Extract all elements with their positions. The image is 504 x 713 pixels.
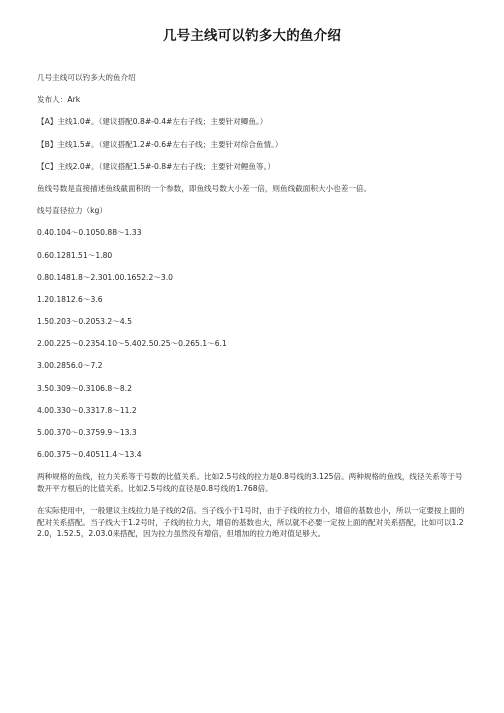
paragraph-spec-row: 0.40.104～0.1050.88～1.33 xyxy=(37,228,142,238)
paragraph-option-a: 【A】主线1.0#。（建议搭配0.8#-0.4#左右子线；主要针对鲫鱼。） xyxy=(37,117,268,127)
paragraph-spec-row: 0.80.1481.8～2.301.00.1652.2～3.0 xyxy=(37,272,173,282)
paragraph-option-b: 【B】主线1.5#。（建议搭配1.2#-0.6#左右子线；主要针对综合鱼情。） xyxy=(37,139,283,149)
document-title: 几号主线可以钓多大的鱼介绍 xyxy=(162,28,342,44)
paragraph-publisher: 发布人：Ark xyxy=(37,95,81,105)
paragraph-usage-advice: 在实际使用中，一般建议主线拉力是子线的2倍。当子线小于1号时，由于子线的拉力小，增倍的基数也小，所以一定要按上面的配对关系搭配。当子线大于1.2号时，子线的拉力大，增倍的基数也大，所以就不必要一定按上面的配对关系搭配，比如可以1.22.0，1.52.5，2.03.0来搭配，因为拉力虽然没有增倍，但增加的拉力绝对值足够大。 xyxy=(37,506,465,539)
paragraph-spec-row: 6.00.375～0.40511.4～13.4 xyxy=(37,450,142,460)
paragraph-subtitle: 几号主线可以钓多大的鱼介绍 xyxy=(37,73,136,82)
paragraph-spec-row: 5.00.370～0.3759.9～13.3 xyxy=(37,428,137,437)
document-body xyxy=(37,72,467,551)
paragraph-spec-row: 2.00.225～0.2354.10～5.402.50.25～0.265.1～6.1 xyxy=(37,339,227,349)
paragraph-spec-row: 0.60.1281.51～1.80 xyxy=(37,250,113,260)
paragraph-spec-row: 3.50.309～0.3106.8～8.2 xyxy=(37,383,132,393)
paragraph-line-number-explanation: 鱼线号数是直接描述鱼线截面积的一个参数，即鱼线号数大小差一倍，则鱼线截面积大小也差一倍。 xyxy=(37,183,372,193)
paragraph-spec-row: 3.00.2856.0～7.2 xyxy=(37,361,103,371)
paragraph-table-header: 线号直径拉力（kg） xyxy=(37,206,107,216)
paragraph-spec-row: 1.20.1812.6～3.6 xyxy=(37,294,103,304)
paragraph-option-c: 【C】主线2.0#。（建议搭配1.5#-0.8#左右子线；主要针对鲤鱼等。） xyxy=(37,161,276,171)
paragraph-spec-row: 4.00.330～0.3317.8～11.2 xyxy=(37,405,137,415)
paragraph-spec-row: 1.50.203～0.2053.2～4.5 xyxy=(37,317,132,327)
paragraph-ratio-explanation: 两种规格的鱼线，拉力关系等于号数的比值关系。比如2.5号线的拉力是0.8号线的3.125倍。两种规格的鱼线，线径关系等于号数开平方根后的比值关系。比如2.5号线的直径是0.8号线的1.768倍。 xyxy=(37,472,463,493)
